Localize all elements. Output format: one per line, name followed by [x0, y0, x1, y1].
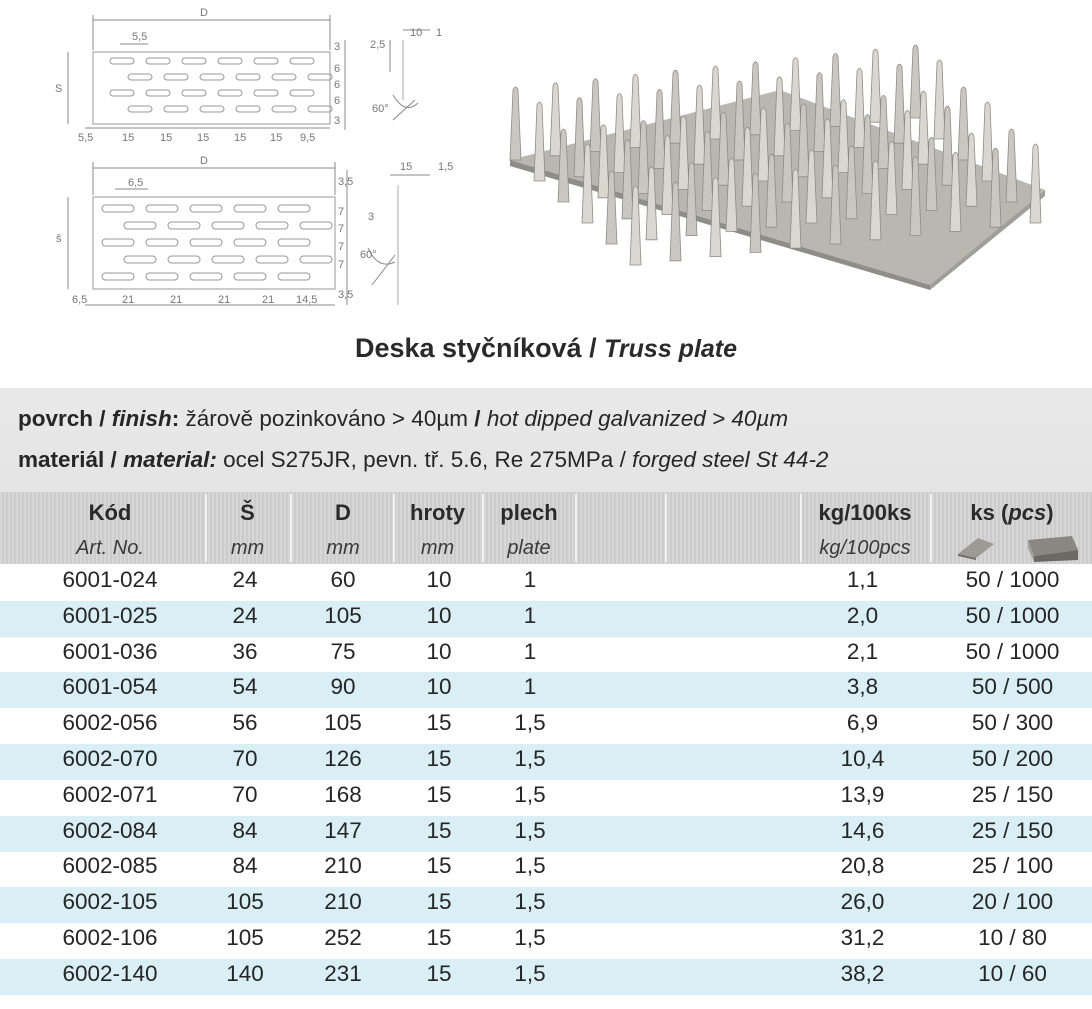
- dimension-label: 3: [334, 115, 341, 127]
- cell-plech: 1,5: [514, 853, 546, 879]
- dimension-label: 7: [338, 206, 345, 218]
- table-row: [0, 780, 1092, 816]
- cell-s: 56: [232, 710, 258, 736]
- cell-d: 75: [330, 638, 356, 664]
- cell-plech: 1: [523, 602, 537, 628]
- tooth: [1006, 129, 1017, 202]
- tooth: [550, 83, 561, 156]
- table-row: [0, 601, 1092, 637]
- tooth: [982, 102, 993, 181]
- dimension-label: 6,5: [128, 177, 144, 189]
- dimension-label: 15: [122, 132, 135, 144]
- header-divider: [575, 494, 577, 562]
- tooth: [790, 58, 801, 131]
- finish-value-en: hot dipped galvanized > 40µm: [480, 406, 789, 431]
- header-kg-sub: kg/100pcs: [819, 537, 911, 559]
- cell-kg: 38,2: [840, 960, 885, 986]
- cell-plech: 1,5: [514, 746, 546, 771]
- cell-ks: 50 / 300: [971, 710, 1054, 736]
- cell-hroty: 15: [426, 925, 452, 950]
- cell-s: 140: [226, 960, 264, 986]
- table-row: [0, 637, 1092, 673]
- header-hroty-sub: mm: [420, 537, 455, 559]
- material-label-en: material:: [123, 447, 217, 472]
- cell-hroty: 15: [426, 889, 452, 915]
- tooth: [854, 68, 865, 147]
- table-row: [0, 959, 1092, 995]
- dimension-label: 6: [334, 95, 341, 107]
- dimension-label: 15: [270, 132, 283, 144]
- dimension-label: 21: [170, 294, 183, 306]
- cell-d: 210: [324, 853, 362, 879]
- header-divider: [665, 494, 667, 562]
- dimension-label: 15: [197, 132, 210, 144]
- header-d: D: [335, 500, 351, 525]
- cell-d: 231: [324, 960, 362, 986]
- dimension-label: 10: [410, 27, 423, 39]
- cell-s: 24: [232, 567, 258, 592]
- cell-kg: 13,9: [840, 781, 885, 807]
- truss-plate-photo: [510, 45, 1045, 290]
- tooth: [1030, 144, 1041, 223]
- dimension-label: 7: [338, 259, 345, 271]
- cell-hroty: 15: [426, 960, 452, 986]
- cell-d: 126: [324, 746, 362, 771]
- cell-s: 24: [232, 602, 258, 628]
- bag-icon: [958, 538, 994, 560]
- header-code: Kód: [88, 500, 132, 525]
- tooth: [574, 98, 585, 177]
- tooth: [710, 66, 721, 139]
- cell-kg: 20,8: [840, 853, 885, 879]
- cell-kg: 6,9: [846, 710, 879, 736]
- cell-plech: 1: [523, 567, 537, 592]
- cell-code: 6001-036: [62, 638, 158, 664]
- header-d-sub: mm: [326, 537, 360, 559]
- finish-label-cz: povrch /: [18, 406, 112, 431]
- cell-kg: 26,0: [840, 889, 885, 915]
- table-row: [0, 887, 1092, 923]
- tooth: [670, 70, 681, 143]
- cell-code: 6001-024: [62, 567, 158, 592]
- table-row: [0, 708, 1092, 744]
- material-value-en: forged steel St 44-2: [632, 447, 829, 472]
- cell-code: 6002-056: [62, 710, 158, 736]
- cell-kg: 1,1: [846, 567, 879, 592]
- cell-ks: 20 / 100: [971, 889, 1054, 915]
- header-s: Š: [240, 500, 255, 525]
- cell-hroty: 10: [426, 602, 452, 628]
- cell-d: 168: [324, 781, 362, 807]
- cell-hroty: 15: [426, 781, 452, 807]
- table-row: [0, 744, 1092, 780]
- material-label-cz: materiál /: [18, 447, 124, 472]
- dimension-label: D: [200, 155, 208, 167]
- cell-kg: 2,1: [846, 638, 879, 664]
- cell-code: 6001-025: [62, 602, 158, 628]
- tooth: [958, 87, 969, 160]
- cell-kg: 31,2: [840, 925, 885, 950]
- dimension-label: 21: [122, 294, 135, 306]
- dimension-label: 2,5: [370, 39, 386, 51]
- finish-line: [18, 406, 788, 432]
- title-en: Truss plate: [604, 335, 738, 363]
- cell-ks: 25 / 100: [971, 853, 1054, 879]
- cell-plech: 1,5: [514, 817, 546, 843]
- dimension-label: 6: [334, 79, 341, 91]
- dimension-label: 9,5: [300, 132, 316, 144]
- page-title: [0, 333, 1092, 364]
- header-s-sub: mm: [230, 537, 265, 559]
- cell-d: 60: [330, 567, 356, 592]
- table-row: [0, 565, 1092, 601]
- table-row: [0, 816, 1092, 852]
- header-ks: [932, 500, 1092, 526]
- dimension-label: 15: [160, 132, 173, 144]
- tooth: [910, 45, 921, 118]
- dimension-label: 1,5: [438, 161, 454, 173]
- dimension-label: 21: [262, 294, 275, 306]
- cell-code: 6002-105: [62, 889, 158, 915]
- dimension-label: 7: [338, 223, 345, 235]
- dimension-label: 3: [334, 41, 341, 53]
- tooth: [510, 87, 521, 160]
- cell-ks: 50 / 500: [971, 674, 1054, 700]
- cell-ks: 10 / 80: [978, 925, 1047, 950]
- cell-plech: 1,5: [514, 710, 546, 736]
- package-icons: [950, 532, 1090, 562]
- cell-code: 6002-070: [62, 746, 158, 771]
- cell-hroty: 15: [426, 710, 452, 736]
- tooth: [814, 73, 825, 152]
- cell-ks: 10 / 60: [978, 960, 1047, 986]
- material-line: [18, 447, 828, 473]
- cell-hroty: 10: [426, 567, 452, 592]
- dimension-label: 60°: [360, 249, 377, 261]
- dimension-label: š: [56, 233, 62, 245]
- cell-hroty: 15: [426, 853, 452, 879]
- title-separator: /: [581, 333, 605, 363]
- cell-plech: 1: [523, 674, 537, 700]
- cell-d: 90: [330, 674, 356, 700]
- finish-slash: /: [474, 406, 481, 431]
- tooth: [590, 79, 601, 152]
- dimension-label: 5,5: [132, 31, 148, 43]
- cell-code: 6002-106: [62, 925, 158, 950]
- cell-d: 252: [324, 925, 362, 950]
- cell-plech: 1,5: [514, 889, 546, 915]
- header-plech: plech: [500, 500, 558, 525]
- tooth: [734, 81, 745, 160]
- cell-s: 84: [232, 817, 258, 843]
- tooth: [894, 64, 905, 143]
- cell-code: 6001-054: [62, 674, 158, 700]
- header-ks-text: ks (: [970, 500, 1009, 525]
- dimension-label: 5,5: [78, 132, 94, 144]
- cell-hroty: 10: [426, 638, 452, 664]
- header-plech-sub: plate: [507, 537, 551, 559]
- tooth: [694, 85, 705, 164]
- header-divider: [290, 494, 292, 562]
- cell-d: 147: [324, 817, 362, 843]
- tooth: [534, 102, 545, 181]
- finish-colon: :: [171, 406, 186, 431]
- cell-s: 70: [232, 781, 258, 807]
- cell-code: 6002-140: [62, 960, 158, 986]
- cell-d: 105: [324, 710, 362, 736]
- cell-s: 84: [232, 853, 258, 879]
- box-icon: [1028, 536, 1078, 562]
- header-hroty: hroty: [410, 500, 465, 525]
- tooth: [630, 74, 641, 147]
- cell-hroty: 15: [426, 746, 452, 771]
- header-ks-end: ): [1046, 500, 1054, 525]
- tooth: [830, 53, 841, 126]
- cell-s: 105: [226, 889, 264, 915]
- cell-ks: 50 / 1000: [965, 602, 1060, 628]
- cell-kg: 3,8: [846, 674, 879, 700]
- dimension-label: 15: [234, 132, 247, 144]
- dimension-label: S: [55, 83, 63, 95]
- tooth: [614, 94, 625, 173]
- cell-s: 54: [232, 674, 258, 700]
- cell-ks: 25 / 150: [971, 781, 1054, 807]
- header-code-sub: Art. No.: [76, 537, 144, 559]
- dimension-label: 1: [436, 27, 443, 39]
- table-row: [0, 851, 1092, 887]
- cell-code: 6002-071: [62, 781, 158, 807]
- cell-ks: 50 / 1000: [965, 567, 1060, 592]
- material-value-cz: ocel S275JR, pevn. tř. 5.6, Re 275MPa /: [216, 447, 633, 472]
- cell-kg: 10,4: [840, 746, 885, 771]
- dimension-label: 3,5: [338, 176, 354, 188]
- dimension-label: 21: [218, 294, 231, 306]
- finish-label-en: finish: [111, 406, 172, 431]
- cell-ks: 50 / 1000: [965, 638, 1060, 664]
- cell-s: 70: [232, 746, 258, 771]
- dimension-label: 6: [334, 63, 341, 75]
- cell-code: 6002-084: [62, 817, 158, 843]
- cell-ks: 50 / 200: [971, 746, 1054, 771]
- cell-plech: 1,5: [514, 781, 546, 807]
- cell-plech: 1,5: [514, 925, 546, 950]
- cell-s: 36: [232, 638, 258, 664]
- cell-kg: 14,6: [840, 817, 885, 843]
- title-cz: Deska styčníková: [354, 333, 582, 363]
- dimension-label: 7: [338, 241, 345, 253]
- cell-d: 105: [324, 602, 362, 628]
- dimension-label: 6,5: [72, 294, 88, 306]
- finish-value-cz: žárově pozinkováno > 40µm: [185, 406, 475, 431]
- cell-d: 210: [324, 889, 362, 915]
- technical-drawings: [0, 0, 1092, 330]
- dimension-label: 3,5: [338, 289, 354, 301]
- bottom-plate-plan-drawing: [68, 162, 430, 305]
- dimension-label: 60°: [372, 103, 389, 115]
- table-row: [0, 672, 1092, 708]
- header-ks-pcs: pcs: [1008, 500, 1047, 525]
- dimension-label: 15: [400, 161, 413, 173]
- cell-s: 105: [226, 925, 264, 950]
- cell-plech: 1: [523, 638, 537, 664]
- header-kg: kg/100ks: [818, 500, 912, 525]
- cell-hroty: 15: [426, 817, 452, 843]
- cell-hroty: 10: [426, 674, 452, 700]
- tooth: [934, 60, 945, 139]
- tooth: [870, 49, 881, 122]
- dimension-label: 3: [368, 211, 375, 223]
- tooth: [654, 89, 665, 168]
- dimension-label: 14,5: [296, 294, 318, 306]
- cell-ks: 25 / 150: [971, 817, 1054, 843]
- cell-plech: 1,5: [514, 960, 546, 986]
- tooth: [774, 77, 785, 156]
- cell-code: 6002-085: [62, 853, 158, 879]
- cell-kg: 2,0: [846, 602, 879, 628]
- table-row: [0, 923, 1092, 959]
- tooth: [750, 62, 761, 135]
- dimension-label: D: [200, 7, 208, 19]
- spec-band: [0, 388, 1092, 492]
